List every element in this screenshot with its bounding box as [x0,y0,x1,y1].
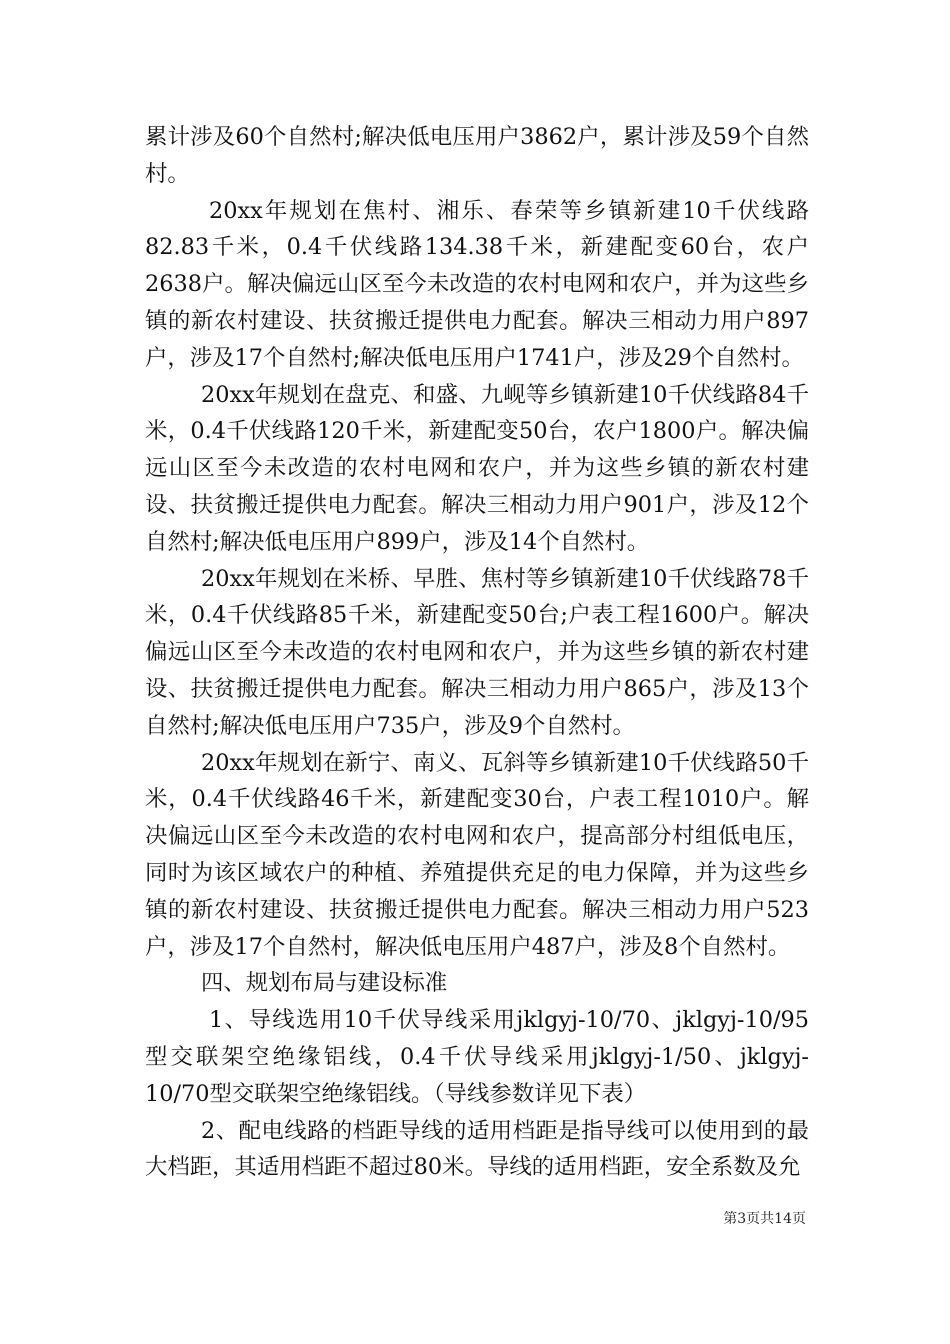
paragraph-span-distance: 2、配电线路的档距导线的适用档距是指导线可以使用到的最大档距，其适用档距不超过80米。导线的适用档距，安全系数及允 [145,1117,809,1181]
paragraph-conductor-selection: 1、导线选用10千伏导线采用jklgyj-10/70、jklgyj-10/95型交联架空绝缘铝线，0.4千伏导线采用jklgyj-1/50、jklgyj-10/70型交联架空绝缘铝线。（导线参数详见下表） [145,1007,809,1107]
paragraph-continuation: 累计涉及60个自然村;解决低电压用户3862户，累计涉及59个自然村。 [145,124,809,187]
document-body [145,119,809,1186]
paragraph-plan-year-1: 20xx年规划在焦村、湘乐、春荣等乡镇新建10千伏线路82.83千米，0.4千伏线路134.38千米，新建配变60台，农户2638户。解决偏远山区至今未改造的农村电网和农户，并为这些乡镇的新农村建设、扶贫搬迁提供电力配套。解决三相动力用户897户，涉及17个自然村;解决低电压用户1741户，涉及29个自然村。 [145,197,809,371]
page-number: 第3页共14页 [723,1211,806,1227]
paragraph-plan-year-3: 20xx年规划在米桥、早胜、焦村等乡镇新建10千伏线路78千米，0.4千伏线路85千米，新建配变50台;户表工程1600户。解决偏远山区至今未改造的农村电网和农户，并为这些乡镇的新农村建设、扶贫搬迁提供电力配套。解决三相动力用户865户，涉及13个自然村;解决低电压用户735户，涉及9个自然村。 [145,565,809,739]
paragraph-plan-year-2: 20xx年规划在盘克、和盛、九岘等乡镇新建10千伏线路84千米，0.4千伏线路120千米，新建配变50台，农户1800户。解决偏远山区至今未改造的农村电网和农户，并为这些乡镇的新农村建设、扶贫搬迁提供电力配套。解决三相动力用户901户，涉及12个自然村;解决低电压用户899户，涉及14个自然村。 [145,381,809,555]
paragraph-plan-year-4: 20xx年规划在新宁、南义、瓦斜等乡镇新建10千伏线路50千米，0.4千伏线路46千米，新建配变30台，户表工程1010户。解决偏远山区至今未改造的农村电网和农户，提高部分村组低电压，同时为该区域农户的种植、养殖提供充足的电力保障，并为这些乡镇的新农村建设、扶贫搬迁提供电力配套。解决三相动力用户523户，涉及17个自然村，解决低电压用户487户，涉及8个自然村。 [145,749,809,960]
section-heading: 四、规划布局与建设标准 [201,970,448,997]
